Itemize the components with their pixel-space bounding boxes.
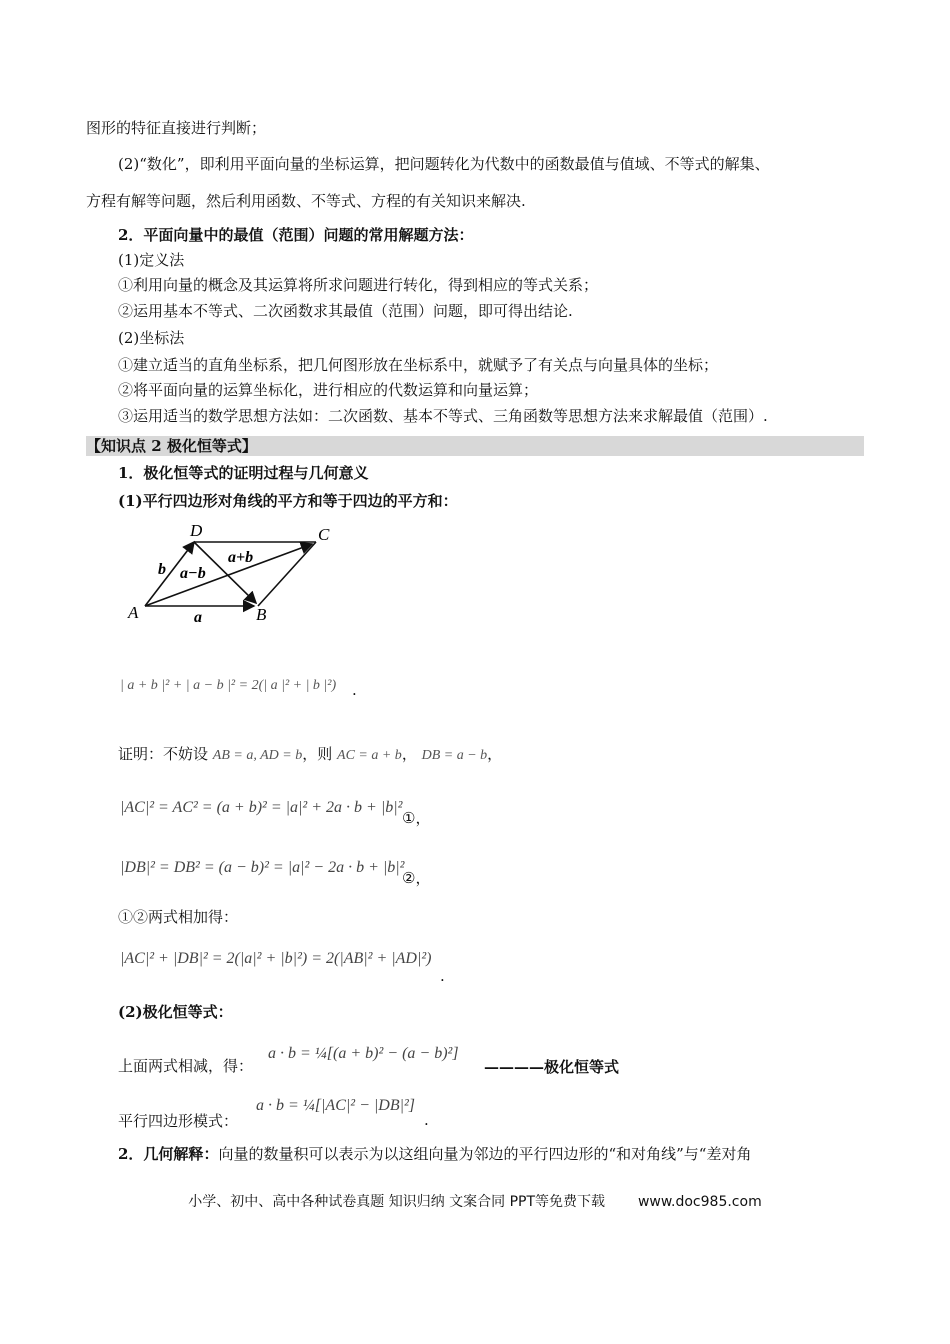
sum-text: ①②两式相加得：: [118, 908, 239, 926]
proof-db: DB = a − b: [421, 748, 488, 763]
label-vector-b: b: [158, 561, 166, 578]
equation-parallelogram-mode: a · b = ¼[|AC|² − |DB|²]: [256, 1097, 416, 1114]
section2-title: 2．平面向量中的最值（范围）问题的常用解题方法：: [118, 226, 474, 244]
polarization-label: ————极化恒等式: [484, 1058, 620, 1076]
label-a: A: [128, 603, 139, 622]
equation-3-period: .: [440, 967, 445, 985]
proof-line: [118, 744, 502, 766]
equation-2: |DB|² = DB² = (a − b)² = |a|² − 2a · b + |b|²: [120, 859, 405, 876]
page-footer: [0, 1191, 950, 1211]
label-a-plus-b: a+b: [228, 549, 254, 566]
geometric-explanation: [118, 1144, 751, 1164]
proof-ac: AC = a + b: [337, 748, 402, 763]
method-2-step-1: ①建立适当的直角坐标系，把几何图形放在坐标系中，就赋予了有关点与向量具体的坐标；: [118, 356, 719, 374]
subsection-2-title: (2)极化恒等式：: [118, 1003, 233, 1021]
method-2-step-2: ②将平面向量的运算坐标化，进行相应的代数运算和向量运算；: [118, 381, 539, 399]
knowledge-heading: 【知识点 2 极化恒等式】: [86, 437, 257, 455]
subsection-1a-title: (1)平行四边形对角线的平方和等于四边的平方和：: [118, 492, 458, 510]
label-b: B: [256, 605, 267, 624]
method-2-title: (2)坐标法: [118, 329, 185, 347]
proof-prefix: 证明：不妨设: [118, 745, 209, 763]
label-vector-a: a: [194, 609, 202, 626]
intro-line-2: (2)“数化”，即利用平面向量的坐标运算，把问题转化为代数中的函数最值与值域、不等式的解集、: [118, 155, 770, 173]
proof-assumption: AB = a, AD = b: [212, 748, 303, 763]
label-c: C: [318, 525, 330, 544]
proof-end: ，: [487, 745, 503, 763]
subtract-text: 上面两式相减，得：: [118, 1057, 254, 1075]
equation-2-tag: ②，: [402, 869, 431, 887]
label-d: D: [190, 521, 203, 540]
equation-1-tag: ①，: [402, 809, 431, 827]
parallelogram-mode-text: 平行四边形模式：: [118, 1112, 239, 1130]
footer-text: 小学、初中、高中各种试卷真题 知识归纳 文案合同 PPT等免费下载: [188, 1194, 606, 1210]
proof-separator: ，: [401, 745, 417, 763]
label-a-minus-b: a−b: [180, 565, 206, 582]
equation-period: .: [352, 681, 357, 699]
proof-then: ，则: [302, 745, 333, 763]
subsection-1-title: 1．极化恒等式的证明过程与几何意义: [118, 464, 369, 482]
equation-parallelogram-law: | a + b |² + | a − b |² = 2(| a |² + | b |²): [120, 678, 337, 693]
method-1-step-2: ②运用基本不等式、二次函数求其最值（范围）问题，即可得出结论.: [118, 302, 573, 320]
method-1-title: (1)定义法: [118, 251, 185, 269]
side-bc: [258, 542, 316, 606]
method-1-step-1: ①利用向量的概念及其运算将所求问题进行转化，得到相应的等式关系；: [118, 276, 599, 294]
method-2-step-3: ③运用适当的数学思想方法如：二次函数、基本不等式、三角函数等思想方法来求解最值（范围）.: [118, 407, 768, 425]
footer-url[interactable]: www.doc985.com: [637, 1194, 762, 1210]
geometric-text: 向量的数量积可以表示为以这组向量为邻边的平行四边形的“和对角线”与“差对角: [218, 1145, 752, 1163]
intro-line-3: 方程有解等问题，然后利用函数、不等式、方程的有关知识来解决.: [86, 192, 526, 210]
parallelogram-figure: [118, 520, 358, 632]
equation-3: |AC|² + |DB|² = 2(|a|² + |b|²) = 2(|AB|² + |AD|²): [120, 950, 432, 967]
equation-5-period: .: [424, 1111, 429, 1129]
equation-polarization: a · b = ¼[(a + b)² − (a − b)²]: [268, 1045, 459, 1062]
intro-line-1: 图形的特征直接进行判断；: [86, 119, 267, 137]
geometric-label: 2．几何解释：: [118, 1145, 219, 1163]
equation-1: |AC|² = AC² = (a + b)² = |a|² + 2a · b + |b|²: [120, 799, 403, 816]
